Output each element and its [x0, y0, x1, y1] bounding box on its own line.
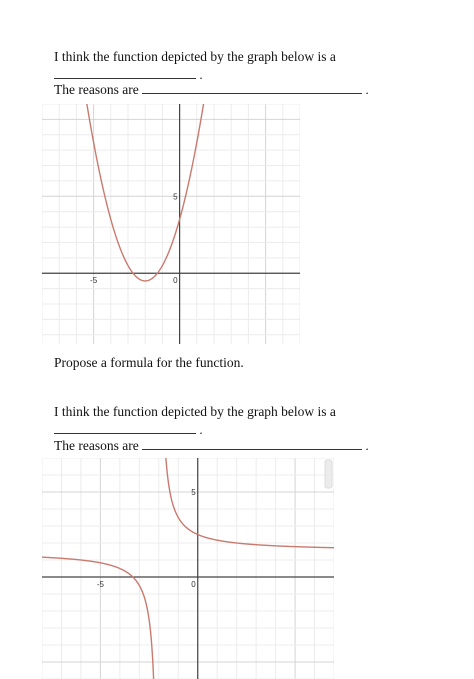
- q1-parabola-curve: [76, 104, 217, 281]
- q2-answer-line: [54, 421, 203, 438]
- q2-reasons-period: .: [365, 438, 369, 453]
- q2-reasons-blank[interactable]: [142, 437, 362, 450]
- q2-right-branch-curve: [164, 458, 334, 548]
- q2-period: .: [199, 422, 203, 437]
- q1-answer-blank[interactable]: [54, 66, 196, 79]
- q1-reasons-line: [54, 81, 369, 98]
- q1-period: .: [199, 67, 203, 82]
- q2-origin-label: 0: [191, 580, 196, 589]
- q1-origin-label: 0: [173, 276, 178, 286]
- q2-grid: [42, 458, 334, 679]
- q1-prompt: I think the function depicted by the graph below is a: [54, 49, 336, 64]
- q1-reasons-blank[interactable]: [142, 81, 362, 94]
- q2-scroll-handle[interactable]: [325, 460, 332, 488]
- q2-reasons-label: The reasons are: [54, 438, 139, 453]
- q1-reasons-label: The reasons are: [54, 82, 139, 97]
- q2-left-branch-curve: [42, 557, 154, 679]
- q2-reasons-line: [54, 437, 369, 454]
- q1-axes: [42, 104, 300, 344]
- q1-reasons-period: .: [365, 82, 369, 97]
- q2-graph: [42, 458, 334, 679]
- q2-x-tick-label: -5: [96, 580, 104, 589]
- q1-y-tick-label: 5: [173, 192, 178, 202]
- q2-y-tick-label: 5: [191, 488, 196, 497]
- q2-axes: [42, 458, 334, 679]
- q2-prompt: I think the function depicted by the graph below is a: [54, 404, 336, 419]
- q2-answer-blank[interactable]: [54, 421, 196, 434]
- q1-x-tick-label: -5: [90, 276, 98, 286]
- q1-grid: [42, 104, 300, 344]
- q1-graph: [42, 104, 300, 344]
- propose-text: Propose a formula for the function.: [54, 355, 244, 370]
